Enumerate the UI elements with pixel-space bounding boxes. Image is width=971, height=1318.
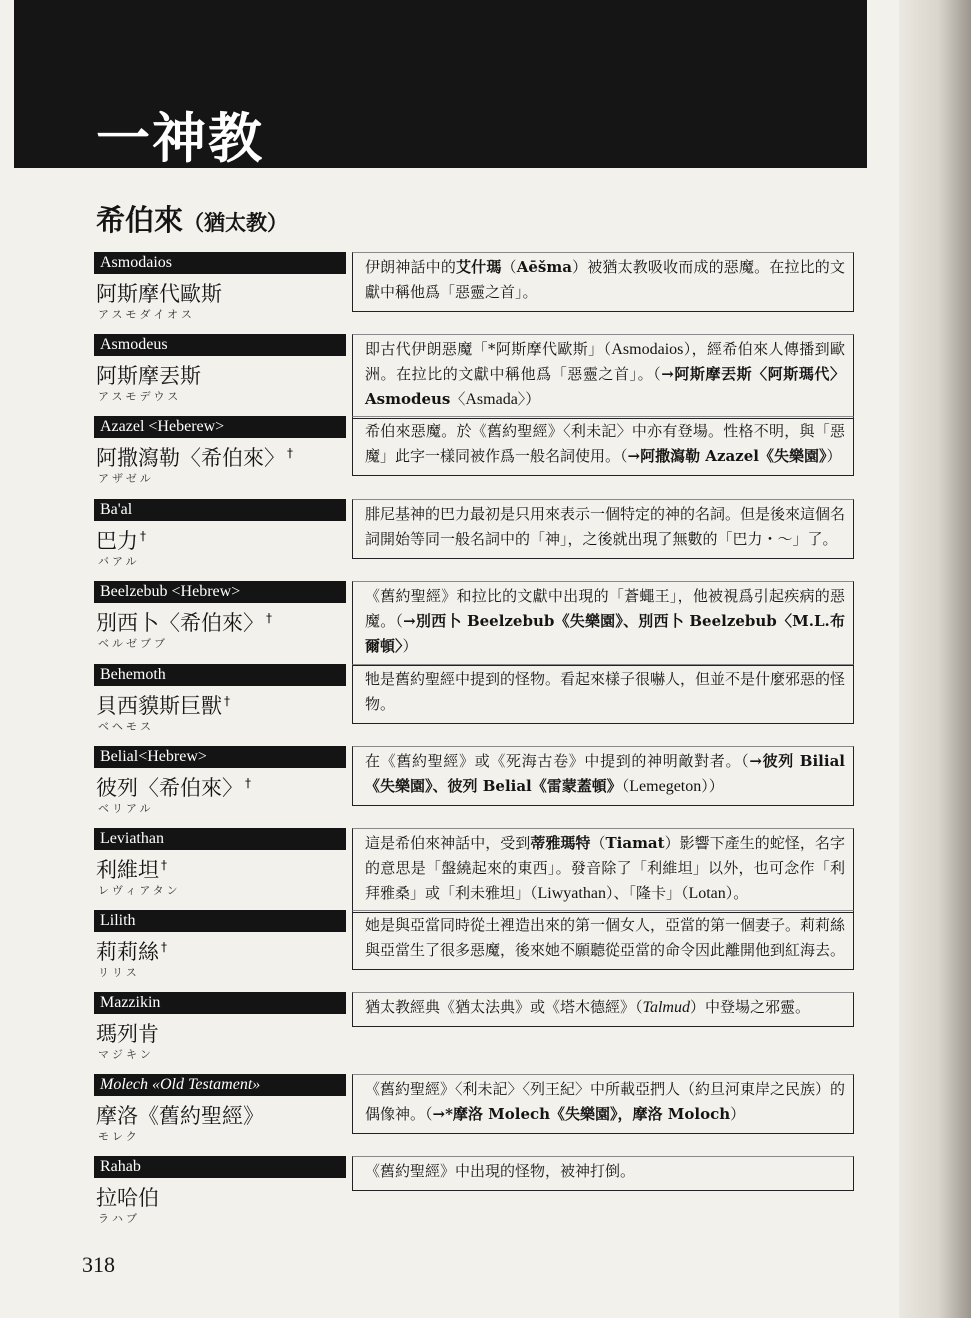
- dagger-mark: †: [161, 858, 167, 872]
- entry-latin-name: Behemoth: [94, 664, 346, 686]
- entry-katakana-reading: ベルゼブブ: [98, 637, 168, 650]
- entry-chinese-name: [96, 1182, 161, 1212]
- entry-chinese-name-text: 拉哈伯: [96, 1186, 159, 1210]
- entry-chinese-name-text: 摩洛《舊約聖經》: [96, 1104, 264, 1128]
- entry-chinese-name: [96, 360, 203, 390]
- description-emphasis: Aēšma: [516, 258, 572, 276]
- entry-katakana-reading: ベヘモス: [98, 720, 154, 733]
- description-emphasis: →阿撒瀉勒 Azazel《失樂園》: [627, 447, 827, 465]
- page-number: 318: [82, 1252, 115, 1277]
- description-emphasis: 蒂雅瑪特: [530, 834, 591, 852]
- entry-chinese-name: [96, 525, 146, 555]
- entry-description: [352, 1156, 854, 1191]
- description-text: 腓尼基神的巴力最初是只用來表示一個特定的神的名詞。但是後來這個名詞開始等同一般名詞中的「神」，之後就出現了無數的「巴力・～」了。: [365, 505, 846, 548]
- description-emphasis: Tiamat: [605, 834, 665, 852]
- description-text: ）: [730, 1105, 746, 1123]
- entry-description: [352, 910, 854, 970]
- description-text: ）影響下產生的蛇怪，名字的意思是「盤繞起來的東西」。發音除了「利維坦」以外，也可念作「利拜雅桑」或「利未雅坦」（: [365, 834, 845, 902]
- dagger-mark: †: [287, 446, 293, 460]
- section-subtitle: （猶太教）: [183, 211, 289, 235]
- entry-katakana-reading: アザゼル: [98, 472, 154, 485]
- section-title: [96, 198, 288, 239]
- entry-latin-name: Beelzebub <Hebrew>: [94, 581, 346, 603]
- description-text: 《舊約聖經》中出現的怪物，被神打倒。: [365, 1162, 636, 1180]
- entry-latin-name: Belial<Hebrew>: [94, 746, 346, 768]
- description-text: ）中登場之邪靈。: [689, 998, 810, 1016]
- description-text: ），經希伯來人傳播到歐洲。在拉比的文獻中稱他爲「惡靈之首」。（: [365, 340, 845, 383]
- entry-latin-name: Lilith: [94, 910, 346, 932]
- description-text: （: [590, 834, 606, 852]
- entry-description: [352, 828, 854, 913]
- entry-latin-name: Azazel <Heberew>: [94, 416, 346, 438]
- entry-chinese-name-text: 阿撒瀉勒〈希伯來〉: [96, 446, 285, 470]
- chapter-title: 一神教: [96, 107, 264, 170]
- description-emphasis: →*摩洛 Molech《失樂園》，摩洛 Moloch: [432, 1105, 731, 1123]
- dagger-mark: †: [245, 776, 251, 790]
- entry-description: [352, 1074, 854, 1134]
- entry-katakana-reading: モレク: [98, 1130, 140, 1143]
- description-text: 《舊約聖經》和拉比的文獻中出現的「蒼蠅王」，他被視爲引起疾病的惡魔。（: [365, 587, 845, 630]
- entry-description: [352, 416, 854, 476]
- description-text: ）。: [725, 884, 749, 902]
- entry-chinese-name-text: 阿斯摩代歐斯: [96, 282, 222, 306]
- entry-latin-name: Ba'al: [94, 499, 346, 521]
- entry-description: [352, 664, 854, 724]
- description-latin-term: Asmada: [465, 391, 518, 408]
- entry-chinese-name-text: 利維坦: [96, 858, 159, 882]
- entry-chinese-name-text: 瑪列肯: [96, 1022, 159, 1046]
- description-text: ）: [826, 447, 842, 465]
- description-italic-term: Talmud: [642, 999, 690, 1016]
- entry-latin-name: Mazzikin: [94, 992, 346, 1014]
- entry-chinese-name: [96, 278, 224, 308]
- entry-description: [352, 992, 854, 1027]
- description-text: 〈: [450, 390, 466, 408]
- description-emphasis: →別西卜 Beelzebub《失樂園》、別西卜 Beelzebub〈M.L.布爾頓〉: [365, 612, 845, 655]
- description-text: ）被猶太教吸收而成的惡魔。在拉比的文獻中稱他爲「惡靈之首」。: [365, 258, 845, 301]
- description-text: 在《舊約聖經》或《死海古卷》中提到的神明敵對者。（: [365, 752, 750, 770]
- entry-latin-name: Asmodaios: [94, 252, 346, 274]
- entry-chinese-name: [96, 1100, 266, 1130]
- entry-chinese-name: [96, 690, 230, 720]
- entry-chinese-name-text: 阿斯摩丟斯: [96, 364, 201, 388]
- entry-chinese-name-text: 彼列〈希伯來〉: [96, 776, 243, 800]
- entry-description: [352, 746, 854, 806]
- entry-katakana-reading: アスモダイオス: [98, 308, 195, 321]
- description-latin-term: Liwyathan: [537, 885, 606, 902]
- entry-description: [352, 581, 854, 666]
- entry-latin-name: Rahab: [94, 1156, 346, 1178]
- dagger-mark: †: [266, 611, 272, 625]
- description-text: 《舊約聖經》〈利未記〉〈列王紀〉中所載亞捫人（約旦河東岸之民族）的偶像神。（: [365, 1080, 846, 1123]
- entry-chinese-name: [96, 1018, 161, 1048]
- description-text: 伊朗神話中的: [365, 258, 457, 276]
- dagger-mark: †: [140, 529, 146, 543]
- page-edge: [899, 0, 971, 1318]
- entry-chinese-name: [96, 607, 272, 637]
- description-emphasis: 艾什瑪: [456, 258, 502, 276]
- entry-katakana-reading: レヴィアタン: [98, 884, 181, 897]
- entry-chinese-name-text: 莉莉絲: [96, 940, 159, 964]
- entry-chinese-name-text: 貝西貘斯巨獸: [96, 694, 222, 718]
- entry-latin-name: Asmodeus: [94, 334, 346, 356]
- description-latin-term: Lotan: [688, 885, 726, 902]
- description-emphasis: →彼列 Bilial《失樂園》、彼列 Belial《雷蒙蓋頓》: [365, 752, 845, 795]
- description-text: 這是希伯來神話中，受到: [365, 834, 531, 852]
- entry-latin-name: Molech «Old Testament»: [94, 1074, 346, 1096]
- description-latin-term: Asmodaios: [611, 341, 684, 358]
- description-text: （: [621, 777, 630, 795]
- entry-katakana-reading: ラハブ: [98, 1212, 140, 1225]
- section-title-text: 希伯來: [96, 203, 184, 237]
- description-text: 猶太教經典《猶太法典》或《塔木德經》（: [365, 998, 643, 1016]
- entry-chinese-name: [96, 442, 293, 472]
- description-text: ）: [402, 637, 418, 655]
- description-latin-term: Lemegeton: [629, 778, 702, 795]
- description-text: 〉）: [517, 390, 541, 408]
- entry-katakana-reading: ベリアル: [98, 802, 154, 815]
- description-text: 她是與亞當同時從土裡造出來的第一個女人，亞當的第一個妻子。莉莉絲與亞當生了很多惡魔，後來她不願聽從亞當的命令因此離開他到紅海去。: [365, 916, 846, 959]
- description-emphasis: →阿斯摩丟斯〈阿斯瑪代〉Asmodeus: [365, 365, 845, 408]
- entry-katakana-reading: マジキン: [98, 1048, 154, 1061]
- description-text: （: [501, 258, 517, 276]
- entry-description: [352, 334, 854, 419]
- description-text: 希伯來惡魔。於《舊約聖經》〈利未記〉中亦有登場。性格不明，與「惡魔」此字一樣同被作爲一般名詞使用。（: [365, 422, 845, 465]
- entry-chinese-name: [96, 936, 167, 966]
- entry-katakana-reading: リリス: [98, 966, 140, 979]
- entry-description: [352, 499, 854, 559]
- entry-description: [352, 252, 854, 312]
- description-text: 牠是舊約聖經中提到的怪物。看起來樣子很嚇人，但並不是什麼邪惡的怪物。: [365, 670, 846, 713]
- entry-chinese-name-text: 別西卜〈希伯來〉: [96, 611, 264, 635]
- dagger-mark: †: [224, 694, 230, 708]
- description-text: 即古代伊朗惡魔「*阿斯摩代歐斯」（: [365, 340, 612, 358]
- description-text: ））: [701, 777, 724, 795]
- entry-chinese-name: [96, 772, 251, 802]
- description-text: ）、「隆卡」（: [605, 884, 689, 902]
- entry-chinese-name-text: 巴力: [96, 529, 138, 553]
- entry-chinese-name: [96, 854, 167, 884]
- entry-katakana-reading: バアル: [98, 555, 140, 568]
- entry-latin-name: Leviathan: [94, 828, 346, 850]
- dagger-mark: †: [161, 940, 167, 954]
- entry-katakana-reading: アスモデウス: [98, 390, 182, 403]
